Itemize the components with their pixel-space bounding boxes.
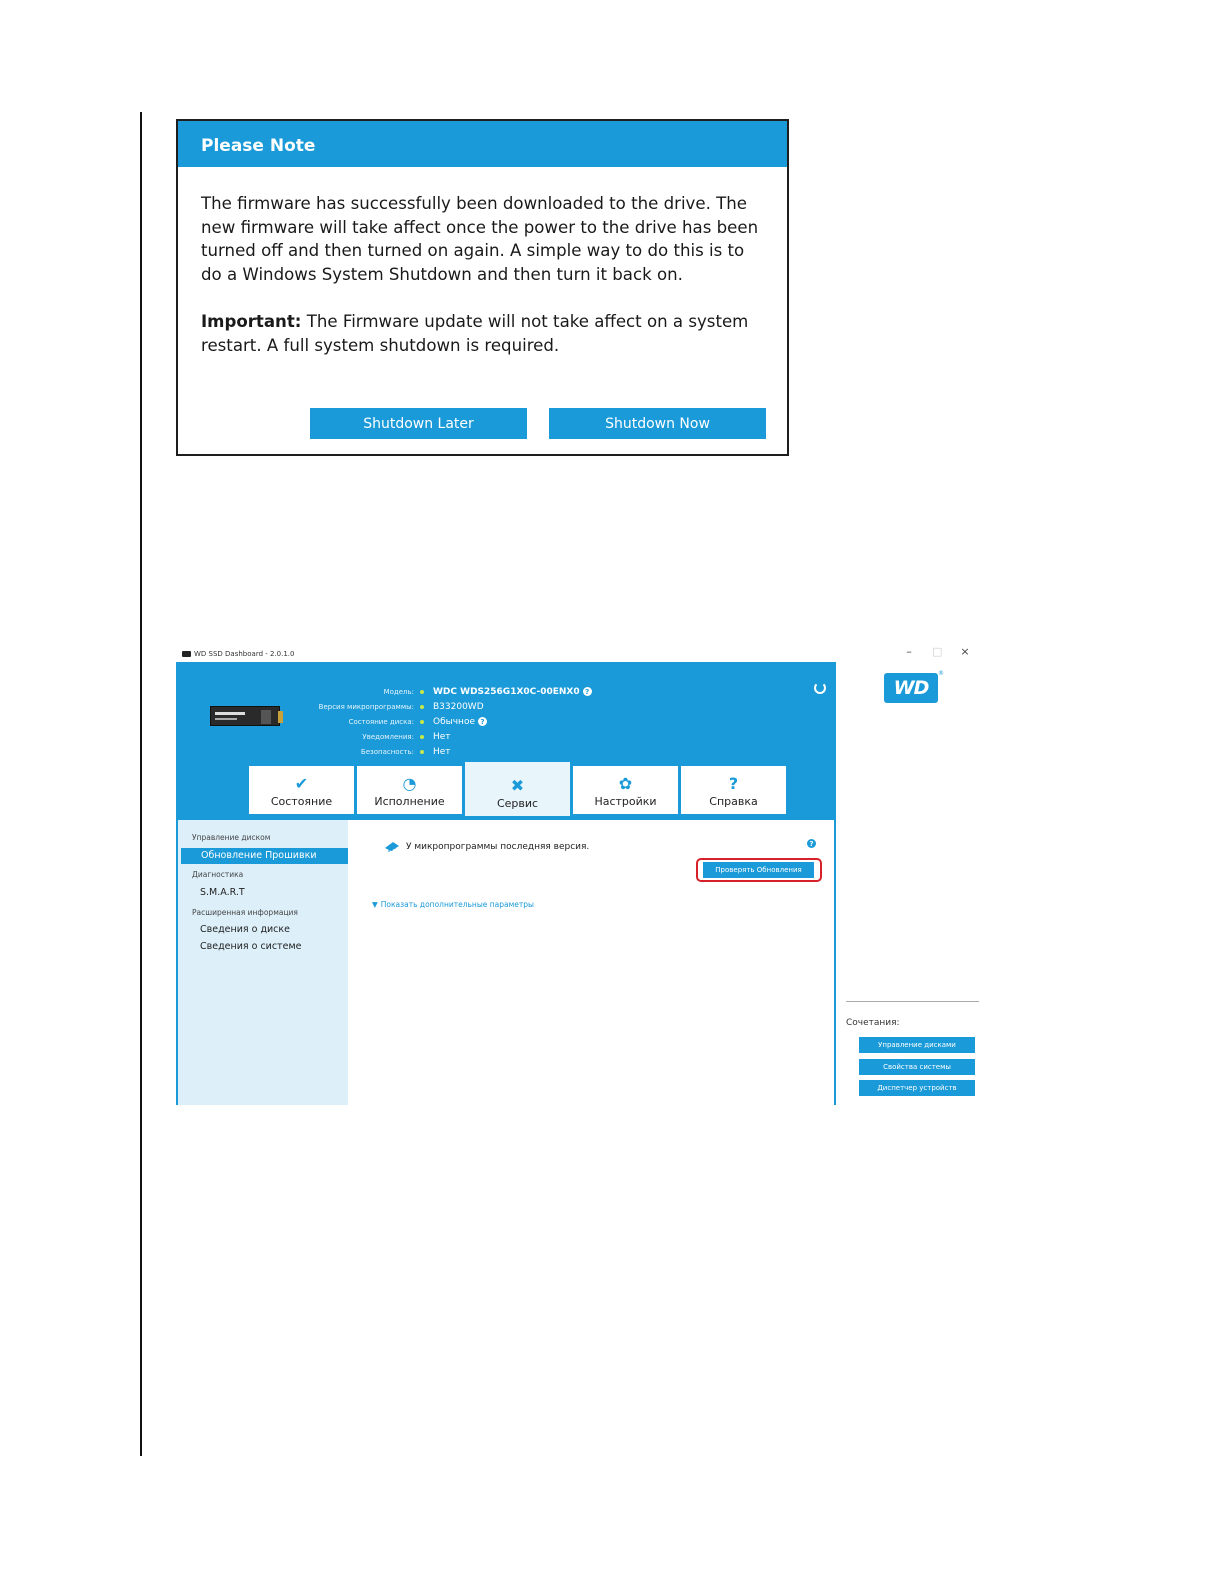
checkmark-icon: ✔ <box>294 774 309 793</box>
info-value: Нет <box>433 731 451 742</box>
info-label: Версия микропрограммы: <box>318 702 414 711</box>
info-row-model <box>278 684 592 699</box>
sidebar-item-system-details[interactable]: Сведения о системе <box>200 941 302 952</box>
help-icon[interactable]: ? <box>583 687 592 696</box>
tab-label: Настройки <box>594 795 657 808</box>
window-title: WD SSD Dashboard - 2.0.1.0 <box>194 650 295 658</box>
window-controls <box>904 645 970 658</box>
show-advanced-link[interactable] <box>372 900 534 909</box>
gauge-icon: ◔ <box>402 774 417 793</box>
please-note-dialog <box>176 119 789 456</box>
info-label: Безопасность: <box>360 747 414 756</box>
status-dot <box>420 750 424 754</box>
tab-label: Исполнение <box>374 795 445 808</box>
info-label: Состояние диска: <box>348 717 414 726</box>
dialog-title: Please Note <box>178 121 787 167</box>
status-dot <box>420 690 424 694</box>
info-value: Нет <box>433 746 451 757</box>
check-updates-button[interactable]: Проверять Обновления <box>703 862 814 878</box>
advanced-link-label: Показать дополнительные параметры <box>380 900 534 909</box>
info-value: Обычное ? <box>433 717 487 727</box>
info-row-health <box>278 714 592 729</box>
app-icon <box>182 651 191 657</box>
tab-label: Состояние <box>270 795 333 808</box>
window-titlebar <box>182 647 294 661</box>
tab-settings[interactable] <box>573 766 678 814</box>
important-text: The Firmware update will not take affect on a system restart. A full system shutdown is required. <box>201 312 749 355</box>
ssd-drive-image <box>210 706 280 726</box>
page-margin-rule <box>140 112 142 1456</box>
tab-status[interactable] <box>249 766 354 814</box>
registered-mark: ® <box>938 670 944 677</box>
sidebar-item-smart[interactable]: S.M.A.R.T <box>200 887 245 898</box>
maximize-button[interactable]: □ <box>932 645 943 658</box>
info-value: B33200WD <box>433 701 484 712</box>
info-label: Уведомления: <box>362 732 414 741</box>
tab-service[interactable] <box>465 762 570 816</box>
shutdown-later-button[interactable]: Shutdown Later <box>310 408 527 439</box>
status-dot <box>420 720 424 724</box>
wd-logo: WD <box>884 673 938 703</box>
minimize-button[interactable]: – <box>906 645 912 658</box>
refresh-icon[interactable] <box>814 682 826 694</box>
sidebar-group-drive-management: Управление диском <box>192 833 271 842</box>
shortcuts-label: Сочетания: <box>846 1018 900 1028</box>
firmware-status-message: У микропрограммы последняя версия. <box>406 842 590 852</box>
close-button[interactable]: × <box>960 645 970 658</box>
drive-info <box>278 684 592 759</box>
important-label: Important: <box>201 312 302 331</box>
sidebar-group-advanced-info: Расширенная информация <box>192 908 298 917</box>
dashboard-window <box>176 662 836 1105</box>
help-icon[interactable]: ? <box>807 839 816 848</box>
tab-label: Сервис <box>496 797 539 810</box>
right-divider <box>846 1001 979 1002</box>
device-manager-button[interactable]: Диспетчер устройств <box>859 1080 975 1096</box>
shutdown-now-button[interactable]: Shutdown Now <box>549 408 766 439</box>
gear-icon: ✿ <box>618 774 633 793</box>
status-dot <box>420 705 424 709</box>
dialog-important <box>201 310 763 357</box>
sidebar-item-firmware-update[interactable]: Обновление Прошивки <box>181 848 348 864</box>
info-value: WDC WDS256G1X0C-00ENX0 ? <box>433 687 592 697</box>
drive-header <box>178 664 834 820</box>
disk-management-button[interactable]: Управление дисками <box>859 1037 975 1053</box>
tab-performance[interactable] <box>357 766 462 814</box>
sidebar-group-diagnostics: Диагностика <box>192 870 244 879</box>
info-row-firmware <box>278 699 592 714</box>
status-dot <box>420 735 424 739</box>
triangle-down-icon: ▼ <box>372 900 378 909</box>
sidebar-item-drive-details[interactable]: Сведения о диске <box>200 924 290 935</box>
tab-label: Справка <box>709 795 758 808</box>
service-sidebar <box>178 820 348 1105</box>
help-icon[interactable]: ? <box>478 717 487 726</box>
question-icon: ? <box>728 774 739 793</box>
info-label: Модель: <box>383 687 414 696</box>
tools-icon: ✖ <box>510 776 525 795</box>
firmware-chip-icon <box>384 840 400 855</box>
firmware-panel <box>348 820 834 1105</box>
info-row-notifications <box>278 729 592 744</box>
dialog-body <box>178 167 787 357</box>
tab-help[interactable] <box>681 766 786 814</box>
info-row-security <box>278 744 592 759</box>
dialog-message: The firmware has successfully been downloaded to the drive. The new firmware will take affect once the power to the drive has been turned off and then turned on again. A simple way to do this is to do a Windows System Shutdown and then turn it back on. <box>201 194 759 284</box>
system-properties-button[interactable]: Свойства системы <box>859 1059 975 1075</box>
